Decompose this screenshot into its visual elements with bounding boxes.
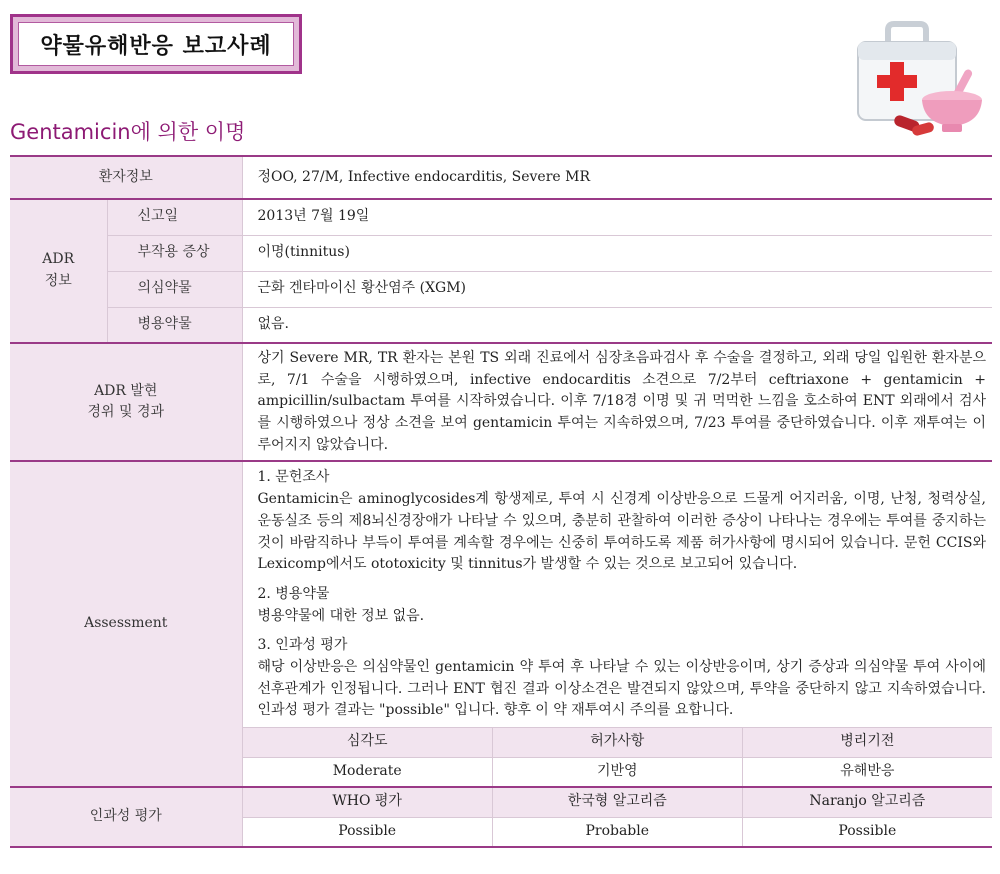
suspect-drug-label: 의심약물 [107,271,242,307]
literature-title: 1. 문헌조사 [257,469,330,486]
korean-algorithm-header: 한국형 알고리즘 [492,788,742,817]
adr-row-4 [10,307,992,343]
causality-grid [243,788,993,846]
report-date-value: 2013년 7월 19일 [242,199,992,235]
literature-section [258,467,987,575]
naranjo-header: Naranjo 알고리즘 [742,788,992,817]
who-value: Possible [338,822,397,839]
patient-label: 환자정보 [10,156,242,199]
patient-value: 정OO, 27/M, Infective endocarditis, Severe MR [242,156,992,199]
symptom-label: 부작용 증상 [107,235,242,271]
adr-row-3 [10,271,992,307]
assessment-label: Assessment [10,461,242,787]
adr-row-1 [10,199,992,235]
title-frame [10,14,302,74]
literature-text: Gentamicin은 aminoglycosides계 항생제로, 투여 시 신경계 이상반응으로 드물게 어지러움, 이명, 난청, 청력상실, 운동실조 등의 제8뇌신경장애가 나타날 수 있으며, 충분히 관찰하여 이러한 증상이 나타나는 경우에는 투여를 중지하는 것이 바람직하나 부득이 투여를 계속할 경우에는 신중히 투여하도록 제품 허가사항에 명시되어 있습니다. 문헌 CCIS와 Lexicomp에서도 ototoxicity 및 tinnitus가 발생할 수 있는 것으로 보고되어 있습니다. [257,491,986,573]
label-header: 허가사항 [492,728,742,757]
causality-row [10,787,992,847]
severity-header: 심각도 [243,728,493,757]
korean-algorithm-value: Probable [492,817,742,846]
assessment-body [242,461,992,727]
suspect-drug-value: 근화 겐타마이신 황산염주 (XGM) [242,271,992,307]
assessment-grid-cell [242,728,992,788]
subtitle: Gentamicin에 의한 이명 [10,120,246,144]
first-aid-kit-icon [850,20,985,140]
assessment-grid [243,728,993,786]
course-text: 상기 Severe MR, TR 환자는 본원 TS 외래 진료에서 심장초음파검사 후 수술을 결정하고, 외래 당일 입원한 환자분으로, 7/1 수술을 시행하였으며, infective endocarditis 소견으로 7/2부터 ceftriaxone + gentamicin + ampicillin/sulbactam 투여를 시작하였습니다. 이후 7/18경 이명 및 귀 먹먹한 느낌을 호소하여 ENT 외래에서 검사를 시행하였으나 정상 소견을 보여 gentamicin 투여는 지속하였으며, 7/23 투여를 중단하였습니다. 이후 재투여는 이루어지지 않았습니다. [242,343,992,461]
concomitant-text: 병용약물에 대한 정보 없음. [257,607,425,624]
causality-label: 인과성 평가 [10,787,242,847]
patient-row [10,156,992,199]
mechanism-value: 유해반응 [742,757,992,786]
page-title: 약물유해반응 보고사례 [18,22,294,66]
causality-section-title: 3. 인과성 평가 [257,637,348,654]
who-header: WHO 평가 [243,788,493,817]
causality-grid-cell [242,787,992,847]
symptom-value: 이명(tinnitus) [242,235,992,271]
report-date-label: 신고일 [107,199,242,235]
adr-info-label: ADR 정보 [10,199,107,343]
course-label: ADR 발현 경위 및 경과 [10,343,242,461]
assessment-row [10,461,992,727]
concomitant-section [258,584,987,627]
adr-row-2 [10,235,992,271]
naranjo-value: Possible [742,817,992,846]
report-table [10,155,992,848]
label-value: 기반영 [492,757,742,786]
concomitant-title: 2. 병용약물 [257,585,330,602]
causality-section-text: 해당 이상반응은 의심약물인 gentamicin 약 투여 후 나타날 수 있는 이상반응이며, 상기 증상과 의심약물 투여 사이에 선후관계가 인정됩니다. 그러나 ENT 협진 결과 이상소견은 발견되지 않았으며, 투약을 중단하지 않고 지속하였습니다. 인과성 평가 결과는 "possible" 입니다. 향후 이 약 재투여시 주의를 요합니다. [257,658,986,719]
causality-section [258,635,987,722]
concomitant-drug-label: 병용약물 [107,307,242,343]
concomitant-drug-value: 없음. [242,307,992,343]
course-row [10,343,992,461]
severity-value: Moderate [332,762,402,779]
mechanism-header: 병리기전 [742,728,992,757]
